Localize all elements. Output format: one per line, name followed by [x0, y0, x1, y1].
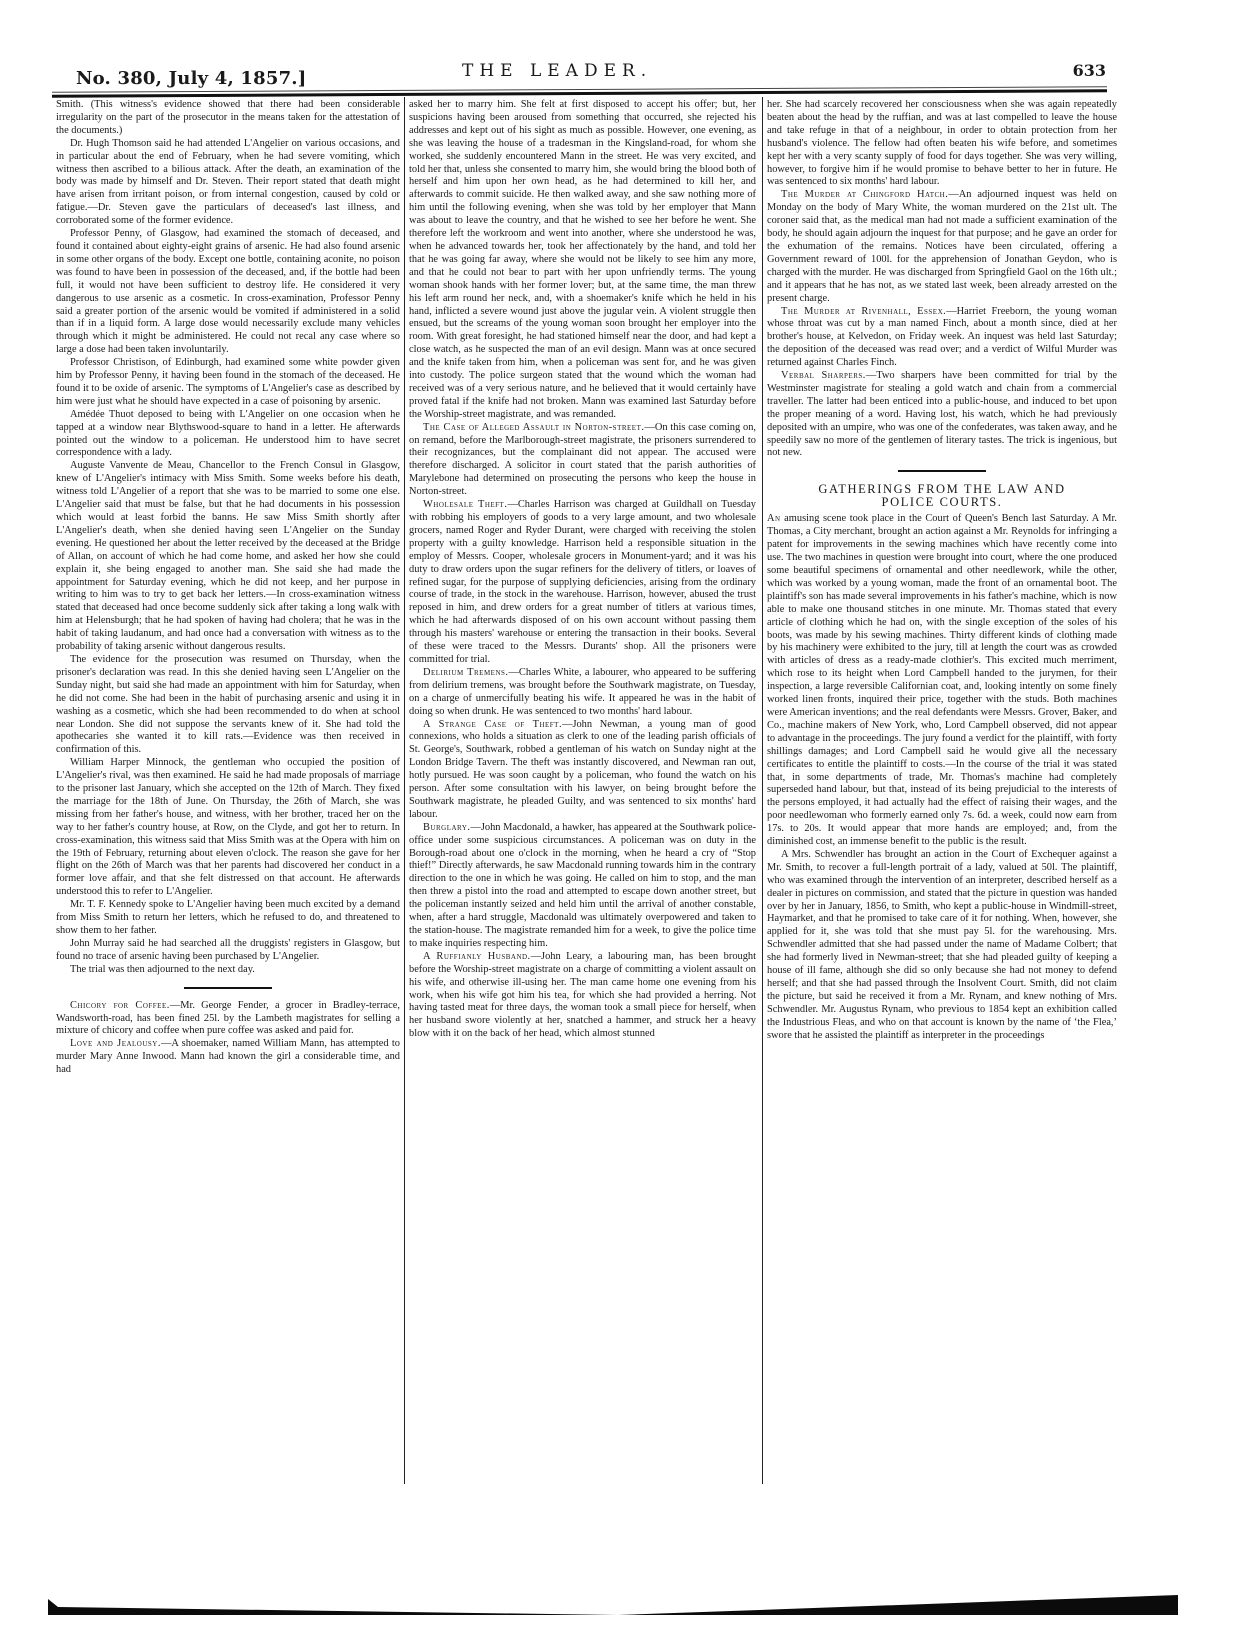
- paragraph-text: Smith. (This witness's evidence showed that there had been considerable irregularity on the part of the prosecutor in the means taken for the attestation of the documents.): [56, 99, 400, 136]
- section-heading: GATHERINGS FROM THE LAW AND POLICE COURTS.: [818, 482, 1066, 510]
- page-number: 633: [1072, 61, 1106, 80]
- paragraph-text: amusing scene took place in the Court of Queen's Bench last Saturday. A Mr. Thomas, a City merchant, brought an action against a Mr. Reynolds for infringing a patent for improvements in the sewing machines which have recently come into use. The two machines in question were brought into court, where the one produced some beautiful specimens of ornamental and other needlework, while the other, which was worked by a young woman, made the front of an ornamental boot. The plaintiff's son has made several improvements in his father's machine, which is now able to make one thousand stitches in one minute. Mr. Thomas stated that every article of clothing which he had on, with the single exception of the soles of his boots, was made by his sewing machines. Thirty different kinds of clothing made by his machinery were exhibited to the jury, till at length the court was as crowded with articles of dress as a ready-made clothier's. This excited much merriment, which rose to its height when Lord Campbell handed to the jurymen, for their inspection, a large reversible Californian coat, and, looking intently on some finely worked linen fronts, inquired their price, together with the studs. Both machines were American inventions; and the real defendants were Messrs. Grover, Baker, and Co., machine makers of New York, who, Lord Campbell observed, did not appear to advantage in the proceedings. The jury found a verdict for the plaintiff, with forty shillings damages; and Lord Campbell said he would give all the necessary certificates to entitle the plaintiff to costs.—In the course of the trial it was stated that, in some departments of trade, Mr. Thomas's machine had completely superseded hand labour, but that, instead of its being prejudicial to the interests of the persons employed, it had actually had the effect of raising their wages, and the poor needlewoman who formerly earned only 7s. 6d. a week, could now earn from 17s. to 20s. It would appear that more hands are employed; and, from the diminished cost, an immense benefit to the public is the result.: [767, 513, 1117, 848]
- paragraph-text: her. She had scarcely recovered her consciousness when she was again repeatedly beaten about the head by the ruffian, and was at last compelled to leave the house and take refuge in that of a neighbour, in order to obtain protection from her husband's violence. The fellow had often beaten his wife before, and sometimes kept her with a very scanty supply of food for days together. She was very willing, however, to forgive him if he would promise to behave better to her in future. He was sentenced to six months' hard labour.: [767, 99, 1117, 188]
- paragraph-text: —Charles Harrison was charged at Guildhall on Tuesday with robbing his employers of goods to a very large amount, and two wholesale grocers, named Roger and Ryder Durant, were charged with receiving the stolen property with a guilty knowledge. Harrison held a responsible situation in the employ of Messrs. Cooper, wholesale grocers in Monument-yard; and it was his duty to draw orders upon the sugar refiners for the delivery of titlers, or loaves of refined sugar, for the purpose of supplying deficiencies, arising from the ordinary course of trade, in the stock in the warehouse. Harrison, however, abused the trust reposed in him, and drew orders for a great number of titlers at various times, which he had afterwards disposed of on his own account without passing them through his masters' warehouse or entering the transaction in their books. Several of these were traced to the Messrs. Durants' shop. All the prisoners were committed for trial.: [409, 499, 756, 665]
- article-paragraph: [409, 822, 756, 951]
- paragraph-lead-heading: An: [767, 513, 781, 525]
- column-divider-1: [404, 97, 405, 1484]
- article-paragraph: [409, 667, 756, 719]
- newspaper-title: THE LEADER.: [462, 61, 653, 81]
- article-paragraph: [767, 513, 1117, 849]
- paragraph-text: Professor Christison, of Edinburgh, had examined some white powder given him by Professor Penny, it having been found in the stomach of the deceased. He found it to be oxide of arsenic. The symptoms of L'Angelier's case as described by him were just what he should have expected in a case of poisoning by arsenic.: [56, 357, 400, 407]
- paragraph-text: —Mr. George Fender, a grocer in Bradley-terrace, Wandsworth-road, has been fined 25l. by the Lambeth magistrates for selling a mixture of chicory and coffee when pure coffee was asked and paid for.: [56, 999, 400, 1037]
- trial-report: [56, 99, 400, 977]
- paragraph-text: —Two sharpers have been committed for trial by the Westminster magistrate for stealing a gold watch and chain from a commercial traveller. The latter had been enticed into a public-house, and induced to bet upon the proper meaning of a word. Having lost, his watch, which he had previously deposited with an umpire, who was one of the confederates, was taken away, and he speedily saw no more of the gentlemen of literary tastes. The trick is ingenious, but not new.: [767, 370, 1118, 459]
- paragraph-lead-heading: Wholesale Theft.: [423, 499, 508, 511]
- paragraph-lead-heading: Love and Jealousy.: [70, 1038, 161, 1050]
- paragraph-lead-heading: A Ruffianly Husband.: [423, 950, 531, 962]
- paragraph-text: —Charles White, a labourer, who appeared to be suffering from delirium tremens, was brought before the Southwark magistrate, on Tuesday, on a charge of unmercifully beating his wife. It appeared he was in the habit of doing so when drunk. He was sentenced to two months' hard labour.: [409, 666, 756, 717]
- paragraph-lead-heading: The Case of Alleged Assault in Norton-street.: [423, 421, 645, 433]
- paragraph-text: asked her to marry him. She felt at first disposed to accept his offer; but, her suspicions having been aroused from something that occurred, she rejected his addresses and kept out of his sight as much as possible. However, one evening, as she was leaving the house of a tradesman in the Kingsland-road, for whom she worked, she suddenly encountered Mann in the street. He was very excited, and told her that, unless she consented to marry him, she would bring the blood both of herself and him upon her own head, as he had determined to kill her, and afterwards to commit suicide. He then walked away, and she saw nothing more of him until the following evening, when she was told by her employer that Mann was about to leave the country, and that he wished to see her before he went. She therefore left the workroom and went into another, where she understood he was, when he advanced towards her, took her affectionately by the hand, and told her that he was going far away, where she would not be likely to see him any more, and that he could not bear to part with her upon unfriendly terms. The young woman shook hands with her former lover; but, at the same time, the man threw his left arm round her neck, and, with a shoemaker's knife which he held in his hand, inflicted a severe wound just above the jugular vein. A violent struggle then ensued, but the screams of the young woman soon brought her employer into the room. With great foresight, he had stationed himself near the door, and had kept a close watch, as he suspected the man of an evil design. Mann was at once secured and the knife taken from him, when a policeman was sent for, and he was given into custody. The police surgeon stated that the wound which the woman had received was of a very serious nature, and he believed that it would certainly have proved fatal if the knife had not broken. Mann was examined last Saturday before the Worship-street magistrate, and was remanded.: [409, 99, 756, 420]
- paragraph-lead-heading: A Strange Case of Theft.: [423, 718, 563, 730]
- article-paragraph: [409, 422, 756, 499]
- article-paragraph: [409, 719, 756, 822]
- paragraph-lead-heading: Verbal Sharpers.: [781, 370, 866, 382]
- paragraph-text: —An adjourned inquest was held on Monday on the body of Mary White, the woman murdered on the 21st ult. The coroner said that, as the medical man had not made a sufficient examination of the body, he should again adjourn the inquest for that purpose; and he gave an order for the exhumation of the remains. Notices have been circulated, offering a Government reward of 100l. for the apprehension of Jonathan Geydon, who is charged with the murder. He was discharged from Springfield Gaol on the 16th ult.; and it appears that he has not, as we stated last week, been already arrested on the present charge.: [767, 189, 1117, 304]
- paragraph-text: Dr. Hugh Thomson said he had attended L'Angelier on various occasions, and in particular about the end of February, when he had severe vomiting, which witness then ascribed to a bilious attack. After the death, an examination of the body was made by himself and Dr. Steven. Their report stated that death might have arisen from irritant poison, or from internal congestion, caused by cold or fatigue.—Dr. Steven gave the particulars of deceased's last illness, and corroborated some of the former evidence.: [56, 137, 400, 227]
- article-paragraph: [409, 499, 756, 667]
- news-paragraphs: [56, 1000, 400, 1077]
- law-courts-paragraphs: [767, 513, 1117, 1042]
- article-paragraph: [56, 757, 400, 899]
- paragraph-text: Professor Penny, of Glasgow, had examined the stomach of deceased, and found it contained about eighty-eight grains of arsenic. He had also found arsenic in some other organs of the body. Except one bottle, containing aconite, no poison was found to have been in possession of the deceased, and, if the bottle had been full, it would not have been sufficient to destroy life. He considered it very dangerous to use arsenic as a cosmetic. In cross-examination, Professor Penny said a greater portion of the arsenic would be vomited if administered in a solid than if in a liquid form. A large dose would necessarily exclude many vehicles through which it might be administered. He could not recal any case where so large a dose had been taken involuntarily.: [56, 228, 400, 356]
- article-paragraph: [767, 849, 1117, 1043]
- article-paragraph: [56, 460, 400, 654]
- paragraph-text: —John Macdonald, a hawker, has appeared at the Southwark police-office under some suspicious circumstances. A policeman was on duty in the Borough-road about one o'clock in the morning, when he heard a cry of “Stop thief!” Directly afterwards, he saw Macdonald running towards him in the contrary direction to the one in which he was going. He called on him to stop, and the man then threw a pistol into the road and attempted to escape down another street, but the policeman instantly seized and held him until the arrival of another constable, when, after a hard struggle, Macdonald was ultimately overpowered and taken to the station-house. The magistrate remanded him for a week, to give the police time to make inquiries respecting him.: [409, 821, 757, 949]
- article-paragraph: [56, 409, 400, 461]
- news-paragraphs: [409, 99, 756, 1041]
- article-paragraph: [56, 938, 400, 964]
- column-divider-2: [762, 97, 763, 1484]
- article-paragraph: [409, 99, 756, 422]
- paragraph-text: Amédée Thuot deposed to being with L'Angelier on one occasion when he tapped at a window near Blythswood-square to hand in a letter. He afterwards pointed out the window to a policeman. He understood him to have secret correspondence with a lady.: [56, 408, 400, 459]
- section-separator-rule: [184, 987, 272, 989]
- paragraph-text: —John Newman, a young man of good connexions, who holds a situation as clerk to one of the leading parish officials of St. George's, Southwark, robbed a gentleman of his watch on Sunday night at the London Bridge Tavern. The theft was instantly discovered, and Newman ran out, hotly pursued. He was soon caught by a policeman, who found the watch on his person. After some consultation with his lawyer, on being brought before the Southwark magistrate, he pleaded Guilty, and was sentenced to six months' hard labour.: [409, 718, 756, 820]
- issue-date: No. 380, July 4, 1857.]: [76, 68, 307, 89]
- news-paragraphs: [767, 99, 1117, 460]
- article-paragraph: [56, 654, 400, 757]
- paragraph-text: The evidence for the prosecution was resumed on Thursday, when the prisoner's declaration was read. In this she denied having seen L'Angelier on the Sunday night, but said she had made an appointment with him for Saturday, when he did not come. She had been in the habit of purchasing arsenic and using it in washing as a cosmetic, which she had been recommended to do when at school near London. She did not suppose the servants knew of it. She had told the apothecaries she wanted it to kill rats.—Evidence was then received in confirmation of this.: [56, 653, 400, 756]
- paragraph-text: The trial was then adjourned to the next day.: [70, 963, 255, 975]
- paragraph-text: —A shoemaker, named William Mann, has attempted to murder Mary Anne Inwood. Mann had known the girl a considerable time, and had: [56, 1038, 401, 1076]
- article-paragraph: [767, 370, 1117, 460]
- article-paragraph: [56, 99, 400, 138]
- paragraph-lead-heading: Chicory for Coffee.: [70, 999, 170, 1011]
- article-paragraph: [409, 951, 756, 1041]
- paragraph-lead-heading: The Murder at Rivenhall, Essex.: [781, 305, 947, 317]
- paragraph-text: Mr. T. F. Kennedy spoke to L'Angelier having been much excited by a demand from Miss Smith to return her letters, which he refused to do, and threatened to show them to her father.: [56, 899, 400, 936]
- paragraph-text: John Murray said he had searched all the druggists' registers in Glasgow, but found no trace of arsenic having been purchased by L'Angelier.: [56, 937, 400, 962]
- column-2: [409, 99, 756, 1041]
- scan-edge-shadow: [18, 1585, 1218, 1615]
- article-paragraph: [56, 1000, 400, 1039]
- paragraph-lead-heading: The Murder at Chingford Hatch.: [781, 189, 949, 201]
- article-paragraph: [767, 189, 1117, 305]
- article-paragraph: [767, 99, 1117, 189]
- paragraph-text: Auguste Vanvente de Meau, Chancellor to the French Consul in Glasgow, knew of L'Angelier's intimacy with Miss Smith. Some weeks before his death, witness told L'Angelier of a report that she was to be married to some one else. L'Angelier said that must be false, but that he had documents in his possession which would at least forbid the banns. He saw Miss Smith shortly after L'Angelier's death, when she denied having seen L'Angelier on the Sunday evening. He questioned her about the letter received by the deceased at the Bridge of Allan, on account of which he had come home, and asked her how she could explain it, she being engaged to another man. She said she had made the appointment for Saturday evening, which he did not keep, and her purpose in writing to him was to try to get back her letters.—In cross-examination witness stated that deceased had once become suddenly sick after taking a long walk with him at Helensburgh; that he had spoken of having had cholera; that he was in the habit of taking laudanum, and had once had a conversation with witness as to the probability of taking arsenic without dangerous results.: [56, 460, 400, 653]
- paragraph-text: William Harper Minnock, the gentleman who occupied the position of L'Angelier's rival, was then examined. He said he had made proposals of marriage to the prisoner last January, which she accepted on the 12th of March. They fixed the marriage for the 18th of June. On Thursday, the 26th of March, she was missing from her father's house, and witness, with her brother, traced her on the way to her father's country house, at Row, on the Clyde, and got her to return. In cross-examination, this witness said that Miss Smith was at the Opera with him on the 19th of February, returning about eleven o'clock. The reason she gave for her flight on the 26th of March was that her parents had discovered her conduct in a former love affair, and that she felt distressed on that account. He afterwards understood this to refer to L'Angelier.: [56, 757, 400, 898]
- paragraph-text: —On this case coming on, on remand, before the Marlborough-street magistrate, the prisoners surrendered to their recognizances, but the complainant did not appear. The accused were therefore discharged. A solicitor in court stated that the parish authorities of Marylebone had determined on prosecuting the persons who keep the house in Norton-street.: [409, 421, 756, 498]
- paragraph-text: A Mrs. Schwendler has brought an action in the Court of Exchequer against a Mr. Smith, to recover a full-length portrait of a lady, valued at 50l. The plaintiff, who was examined through the intervention of an interpreter, described herself as a dealer in pictures on commission, and stated that the picture in question was handed over by her in January, 1856, to Smith, who kept a public-house in Windmill-street, Haymarket, and that he promised to take care of it for nothing. When, however, she applied for it, she was told that she must pay 5l. for the warehousing. Mrs. Schwendler admitted that she had passed under the name of Madame Colbert; that she had formerly lived in Newman-street; that she had pleaded guilty of keeping a house of ill fame, although she did so only because she had not money to defend herself; and that she had passed through the Insolvent Court. Smith, did not claim the picture, but said he received it from a Mr. Rynam, and knew nothing of Mrs. Schwendler. Mr. Augustus Rynam, who previous to 1854 kept an exhibition called the Industrious Fleas, and who on that account is known by the name of ‘the Flea,’ swore that he assisted the plaintiff as interpreter in the proceedings: [767, 848, 1117, 1041]
- paragraph-text: —John Leary, a labouring man, has been brought before the Worship-street magistrate on a charge of committing a violent assault on his wife, and otherwise ill-using her. The man came home one evening from his work, when his wife got him his tea, for which she had provided a herring. Not having tasted meat for three days, the woman took a small piece for herself, when her husband swore violently at her, snatched a hammer, and struck her a heavy blow with it on the back of her head, which almost stunned: [409, 950, 757, 1040]
- column-1: [56, 99, 400, 1077]
- column-3: [767, 99, 1117, 1043]
- article-paragraph: [767, 306, 1117, 371]
- article-paragraph: [56, 1038, 400, 1077]
- article-paragraph: [56, 138, 400, 228]
- article-paragraph: [56, 964, 400, 977]
- section-separator-rule: [898, 470, 986, 472]
- paragraph-text: —Harriet Freeborn, the young woman whose throat was cut by a man named Finch, about a month since, died at her brother's house, at Kelvedon, on Friday week. An inquest was held last Saturday; the deposition of the deceased was read over; and a verdict of Wilful Murder was returned against Charles Finch.: [767, 305, 1117, 369]
- paragraph-lead-heading: Delirium Tremens.: [423, 666, 509, 678]
- article-paragraph: [56, 228, 400, 357]
- paragraph-lead-heading: Burglary.: [423, 821, 471, 833]
- article-paragraph: [56, 899, 400, 938]
- article-paragraph: [56, 357, 400, 409]
